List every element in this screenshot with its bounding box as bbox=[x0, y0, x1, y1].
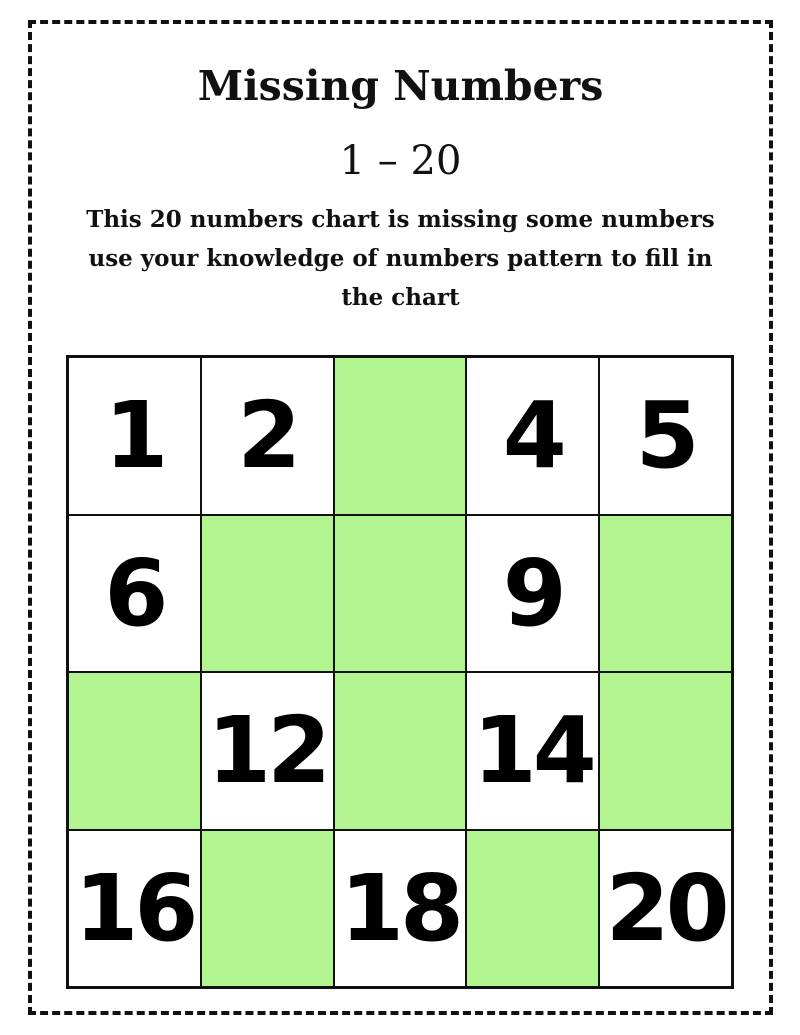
number-cell: 18 bbox=[334, 830, 467, 988]
worksheet-title: Missing Numbers bbox=[197, 62, 604, 110]
number-cell: 16 bbox=[68, 830, 201, 988]
number-cell: 4 bbox=[466, 357, 599, 515]
number-cell: 1 bbox=[68, 357, 201, 515]
missing-number-cell[interactable] bbox=[201, 515, 334, 673]
missing-number-cell[interactable] bbox=[334, 357, 467, 515]
worksheet-instructions: This 20 numbers chart is missing some numbers use your knowledge of numbers pattern to fill in the chart bbox=[86, 206, 715, 311]
missing-number-cell[interactable] bbox=[68, 672, 201, 830]
number-cell: 14 bbox=[466, 672, 599, 830]
number-cell: 6 bbox=[68, 515, 201, 673]
number-cell: 12 bbox=[201, 672, 334, 830]
number-cell: 5 bbox=[599, 357, 732, 515]
worksheet-subtitle: 1 – 20 bbox=[339, 138, 462, 184]
number-cell: 2 bbox=[201, 357, 334, 515]
number-cell: 20 bbox=[599, 830, 732, 988]
missing-number-cell[interactable] bbox=[599, 515, 732, 673]
missing-number-cell[interactable] bbox=[201, 830, 334, 988]
number-cell: 9 bbox=[466, 515, 599, 673]
missing-number-cell[interactable] bbox=[334, 515, 467, 673]
missing-number-cell[interactable] bbox=[599, 672, 732, 830]
missing-number-cell[interactable] bbox=[334, 672, 467, 830]
missing-number-cell[interactable] bbox=[466, 830, 599, 988]
number-chart-grid bbox=[66, 355, 734, 989]
